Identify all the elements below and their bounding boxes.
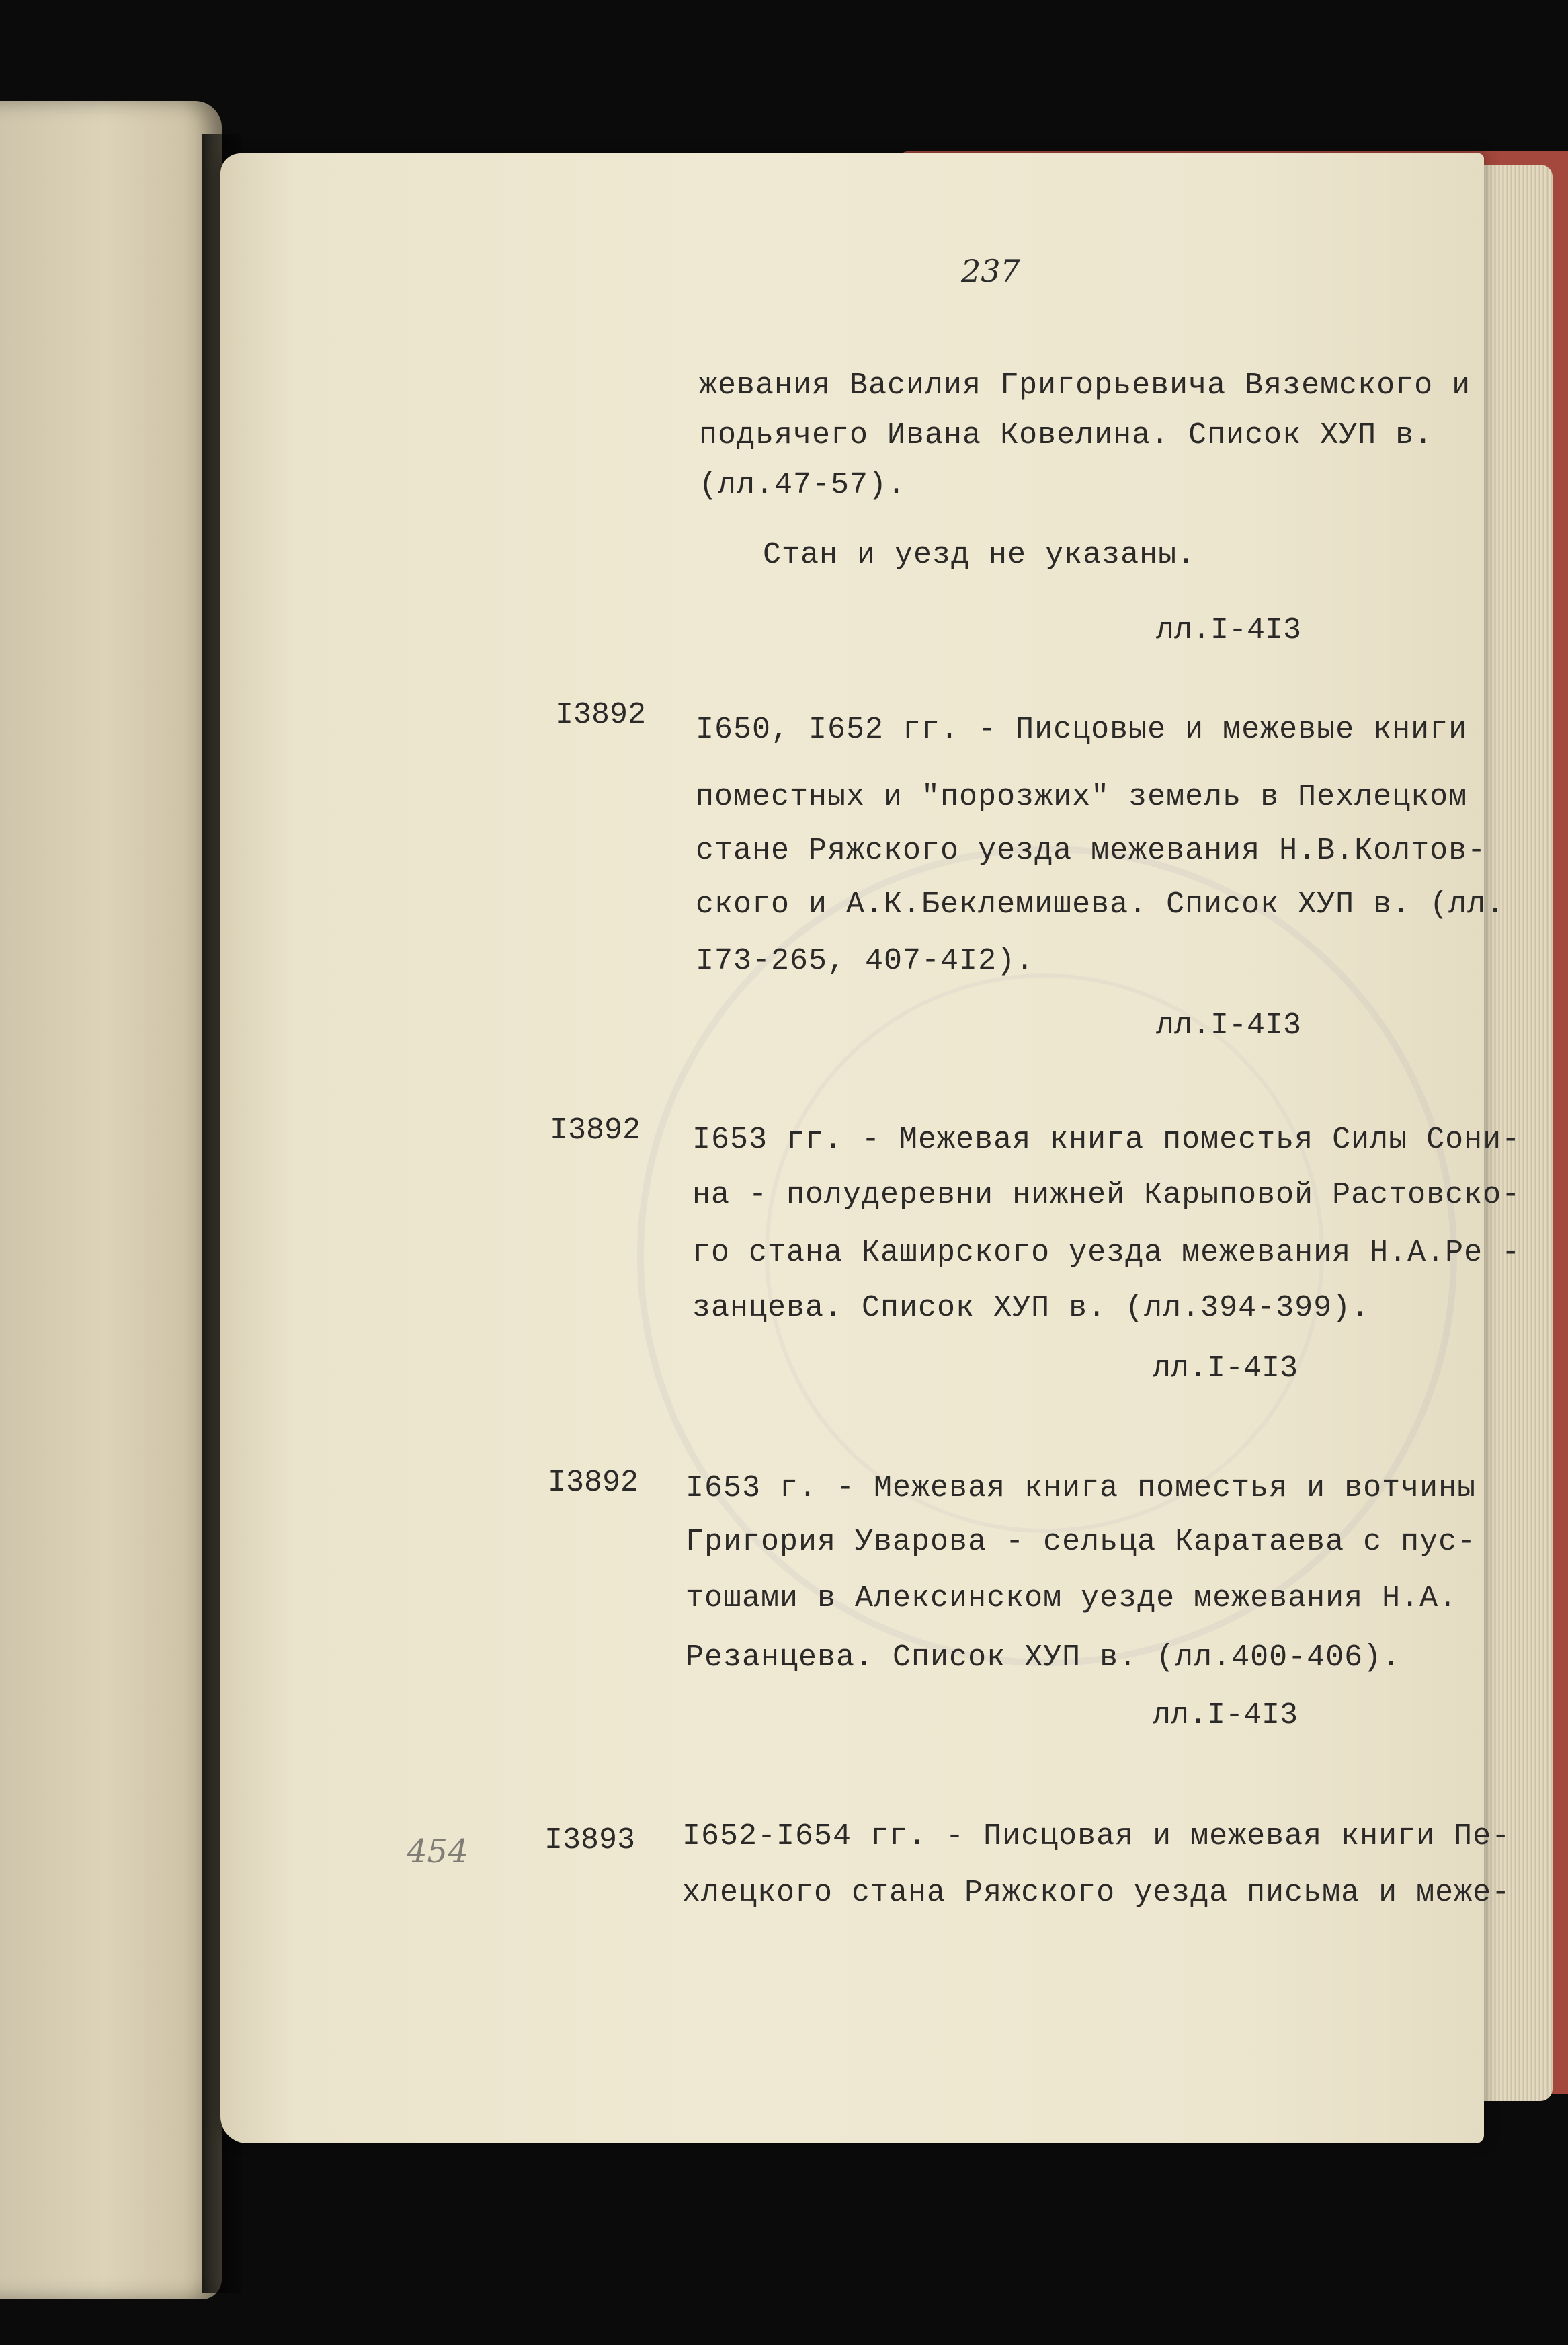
entry-line: хлецкого стана Ряжского уезда письма и меже- [682, 1876, 1511, 1910]
continuation-line: подьячего Ивана Ковелина. Список ХУП в. [699, 418, 1434, 452]
handwritten-margin-note: 454 [407, 1833, 468, 1870]
sheet-reference: лл.I-4I3 [1153, 1351, 1298, 1386]
entry-line: на - полудеревни нижней Карыповой Растовско- [692, 1178, 1521, 1212]
sheet-reference: лл.I-4I3 [1156, 613, 1302, 647]
entry-line: ского и А.К.Беклемишева. Список ХУП в. (лл. [696, 887, 1505, 922]
continuation-line: жевания Василия Григорьевича Вяземского и [699, 368, 1471, 403]
continuation-line: (лл.47-57). [699, 468, 907, 502]
left-page [0, 101, 222, 2299]
entry-line: го стана Каширского уезда межевания Н.А.Ре - [692, 1236, 1521, 1270]
sheet-reference: лл.I-4I3 [1153, 1698, 1298, 1733]
entry-line: I650, I652 гг. - Писцовые и межевые книги [696, 713, 1468, 747]
entry-line: I653 г. - Межевая книга поместья и вотчины [686, 1471, 1477, 1505]
page-number: 237 [961, 253, 1020, 289]
entry-line: I653 гг. - Межевая книга поместья Силы Сони- [692, 1123, 1521, 1157]
entry-number: I3892 [550, 1113, 641, 1148]
entry-line: I652-I654 гг. - Писцовая и межевая книги Пе- [682, 1819, 1511, 1854]
entry-line: занцева. Список ХУП в. (лл.394-399). [692, 1291, 1370, 1325]
sheet-reference: лл.I-4I3 [1156, 1008, 1302, 1043]
continuation-line: Стан и уезд не указаны. [763, 538, 1196, 572]
entry-number: I3892 [555, 698, 647, 732]
entry-line: стане Ряжского уезда межевания Н.В.Колтов- [696, 834, 1487, 868]
entry-line: тошами в Алексинском уезде межевания Н.А. [686, 1581, 1458, 1616]
entry-line: I73-265, 407-4I2). [696, 944, 1035, 978]
entry-line: поместных и "порозжих" земель в Пехлецком [696, 780, 1468, 814]
entry-number: I3892 [548, 1466, 639, 1500]
entry-line: Резанцева. Список ХУП в. (лл.400-406). [686, 1640, 1401, 1675]
entry-line: Григория Уварова - сельца Каратаева с пус- [686, 1525, 1477, 1559]
entry-number: I3893 [544, 1823, 636, 1858]
